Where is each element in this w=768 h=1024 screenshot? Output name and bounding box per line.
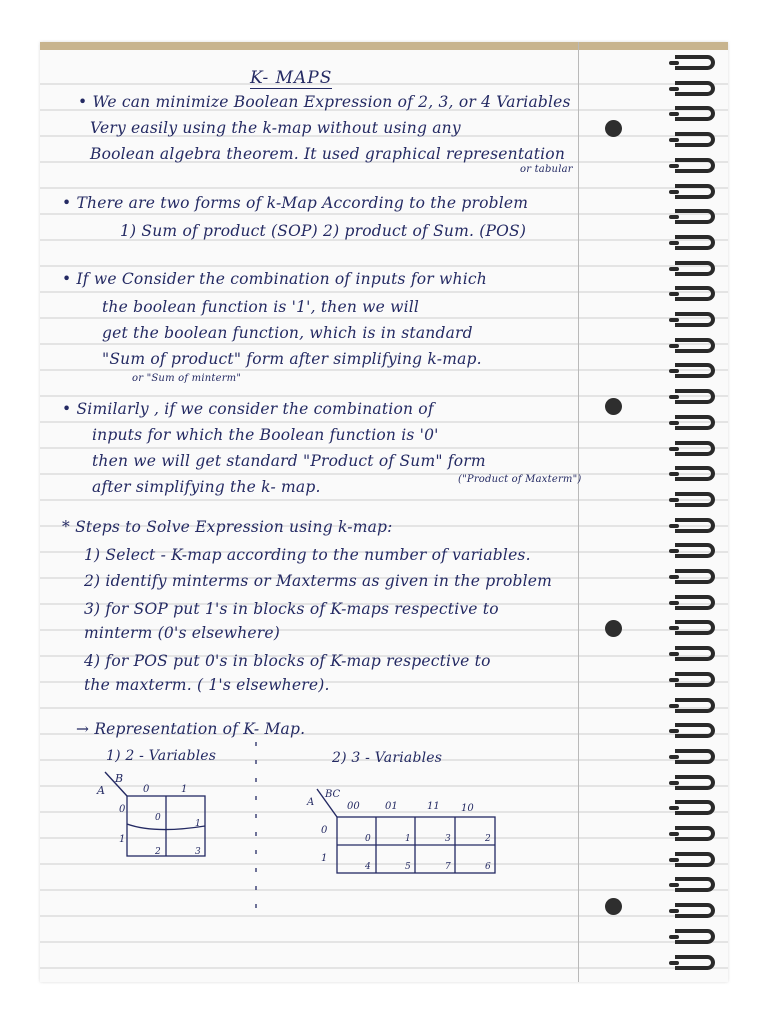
kmap-col-header: 0 [143, 784, 150, 795]
kmap-col-header: 11 [427, 801, 440, 812]
kmap-row-header: 1 [321, 853, 328, 864]
spiral-coil [675, 81, 715, 96]
step-item: minterm (0's elsewhere) [84, 624, 281, 642]
step-item: 3) for SOP put 1's in blocks of K-maps respective to [84, 600, 499, 618]
kmap-cell: 2 [485, 834, 491, 844]
spiral-coil [675, 132, 715, 147]
step-item: 1) Select - K-map according to the number of variables. [84, 546, 531, 564]
spiral-coil [675, 492, 715, 507]
text-line: • If we Consider the combination of inputs for which [62, 270, 487, 288]
text-line: after simplifying the k- map. [92, 478, 321, 496]
kmap-col-header: 00 [347, 801, 360, 812]
step-item: the maxterm. ( 1's elsewhere). [84, 676, 330, 694]
text-line: • We can minimize Boolean Expression of 2, 3, or 4 Variables [78, 93, 571, 111]
kmap-col-header: 1 [181, 784, 188, 795]
spiral-coil [675, 826, 715, 841]
kmap-3-variable [305, 787, 505, 887]
kmap-col-var: B [115, 772, 124, 785]
kmap-row-header: 1 [119, 834, 126, 845]
kmap-row-header: 0 [119, 804, 126, 815]
kmap-cell: 2 [155, 847, 161, 857]
representation-heading: → Representation of K- Map. [76, 720, 306, 738]
spiral-coil [675, 543, 715, 558]
step-item: 2) identify minterms or Maxterms as given in the problem [84, 572, 553, 590]
punch-hole [605, 620, 622, 637]
spiral-coil [675, 775, 715, 790]
spiral-coil [675, 698, 715, 713]
kmap-cell: 3 [195, 847, 201, 857]
spiral-coil [675, 723, 715, 738]
steps-heading: * Steps to Solve Expression using k-map: [62, 518, 393, 536]
spiral-coil [675, 363, 715, 378]
text-line: inputs for which the Boolean function is '0' [92, 426, 439, 444]
step-item: 4) for POS put 0's in blocks of K-map respective to [84, 652, 491, 670]
spiral-coil [675, 852, 715, 867]
kmap-2-variable [95, 770, 225, 870]
text-line: 1) Sum of product (SOP) 2) product of Sum. (POS) [120, 222, 527, 240]
punch-hole [605, 398, 622, 415]
kmap-col-header: 01 [385, 801, 398, 812]
kmap-cell: 0 [155, 813, 161, 823]
kmap-cell: 6 [485, 862, 491, 872]
margin-line [578, 42, 579, 982]
text-line: • Similarly , if we consider the combination of [62, 400, 434, 418]
text-line: then we will get standard "Product of Sum" form [92, 452, 486, 470]
spiral-coil [675, 569, 715, 584]
spiral-coil [675, 209, 715, 224]
text-line: the boolean function is '1', then we will [102, 298, 420, 316]
spiral-coil [675, 518, 715, 533]
spiral-coil [675, 286, 715, 301]
punch-hole [605, 898, 622, 915]
kmap-cell: 7 [445, 862, 451, 872]
kmap-cell: 3 [445, 834, 451, 844]
spiral-coil [675, 415, 715, 430]
kmap-col-var: BC [325, 789, 341, 800]
spiral-coil [675, 312, 715, 327]
spiral-coil [675, 261, 715, 276]
kmap-cell: 1 [405, 834, 411, 844]
annotation: or tabular [520, 164, 573, 175]
spiral-coil [675, 184, 715, 199]
kmap-col-header: 10 [461, 803, 474, 814]
spiral-coil [675, 749, 715, 764]
spiral-coil [675, 106, 715, 121]
kmap-cell: 1 [195, 819, 201, 829]
kmap-cell: 4 [365, 862, 371, 872]
spiral-coil [675, 955, 715, 970]
punch-hole [605, 120, 622, 137]
text-line: "Sum of product" form after simplifying k-map. [102, 350, 482, 368]
spiral-coil [675, 55, 715, 70]
spiral-coil [675, 800, 715, 815]
spiral-coil [675, 389, 715, 404]
spiral-coil [675, 877, 715, 892]
spiral-coil [675, 620, 715, 635]
spiral-coil [675, 929, 715, 944]
notebook-page [40, 42, 728, 982]
page-title: K- MAPS [250, 68, 333, 88]
text-line: • There are two forms of k-Map According to the problem [62, 194, 529, 212]
text-line: get the boolean function, which is in standard [102, 324, 473, 342]
spiral-coil [675, 158, 715, 173]
spiral-coil [675, 441, 715, 456]
dashed-divider [250, 742, 262, 922]
spiral-coil [675, 466, 715, 481]
spiral-coil [675, 338, 715, 353]
annotation: or "Sum of minterm" [132, 373, 242, 384]
spiral-coil [675, 646, 715, 661]
spiral-coil [675, 235, 715, 250]
annotation: ("Product of Maxterm") [458, 474, 582, 485]
spiral-coil [675, 672, 715, 687]
kmap-row-var: A [307, 797, 315, 808]
kmap-cell: 0 [365, 834, 371, 844]
kmap-label-3var: 2) 3 - Variables [332, 750, 443, 766]
text-line: Boolean algebra theorem. It used graphical representation [90, 145, 566, 163]
spiral-binding [675, 55, 725, 985]
kmap-cell: 5 [405, 862, 411, 872]
kmap-label-2var: 1) 2 - Variables [106, 748, 217, 764]
spiral-coil [675, 903, 715, 918]
kmap-row-var: A [97, 784, 105, 797]
spiral-coil [675, 595, 715, 610]
text-line: Very easily using the k-map without using any [90, 119, 461, 137]
kmap-row-header: 0 [321, 825, 328, 836]
